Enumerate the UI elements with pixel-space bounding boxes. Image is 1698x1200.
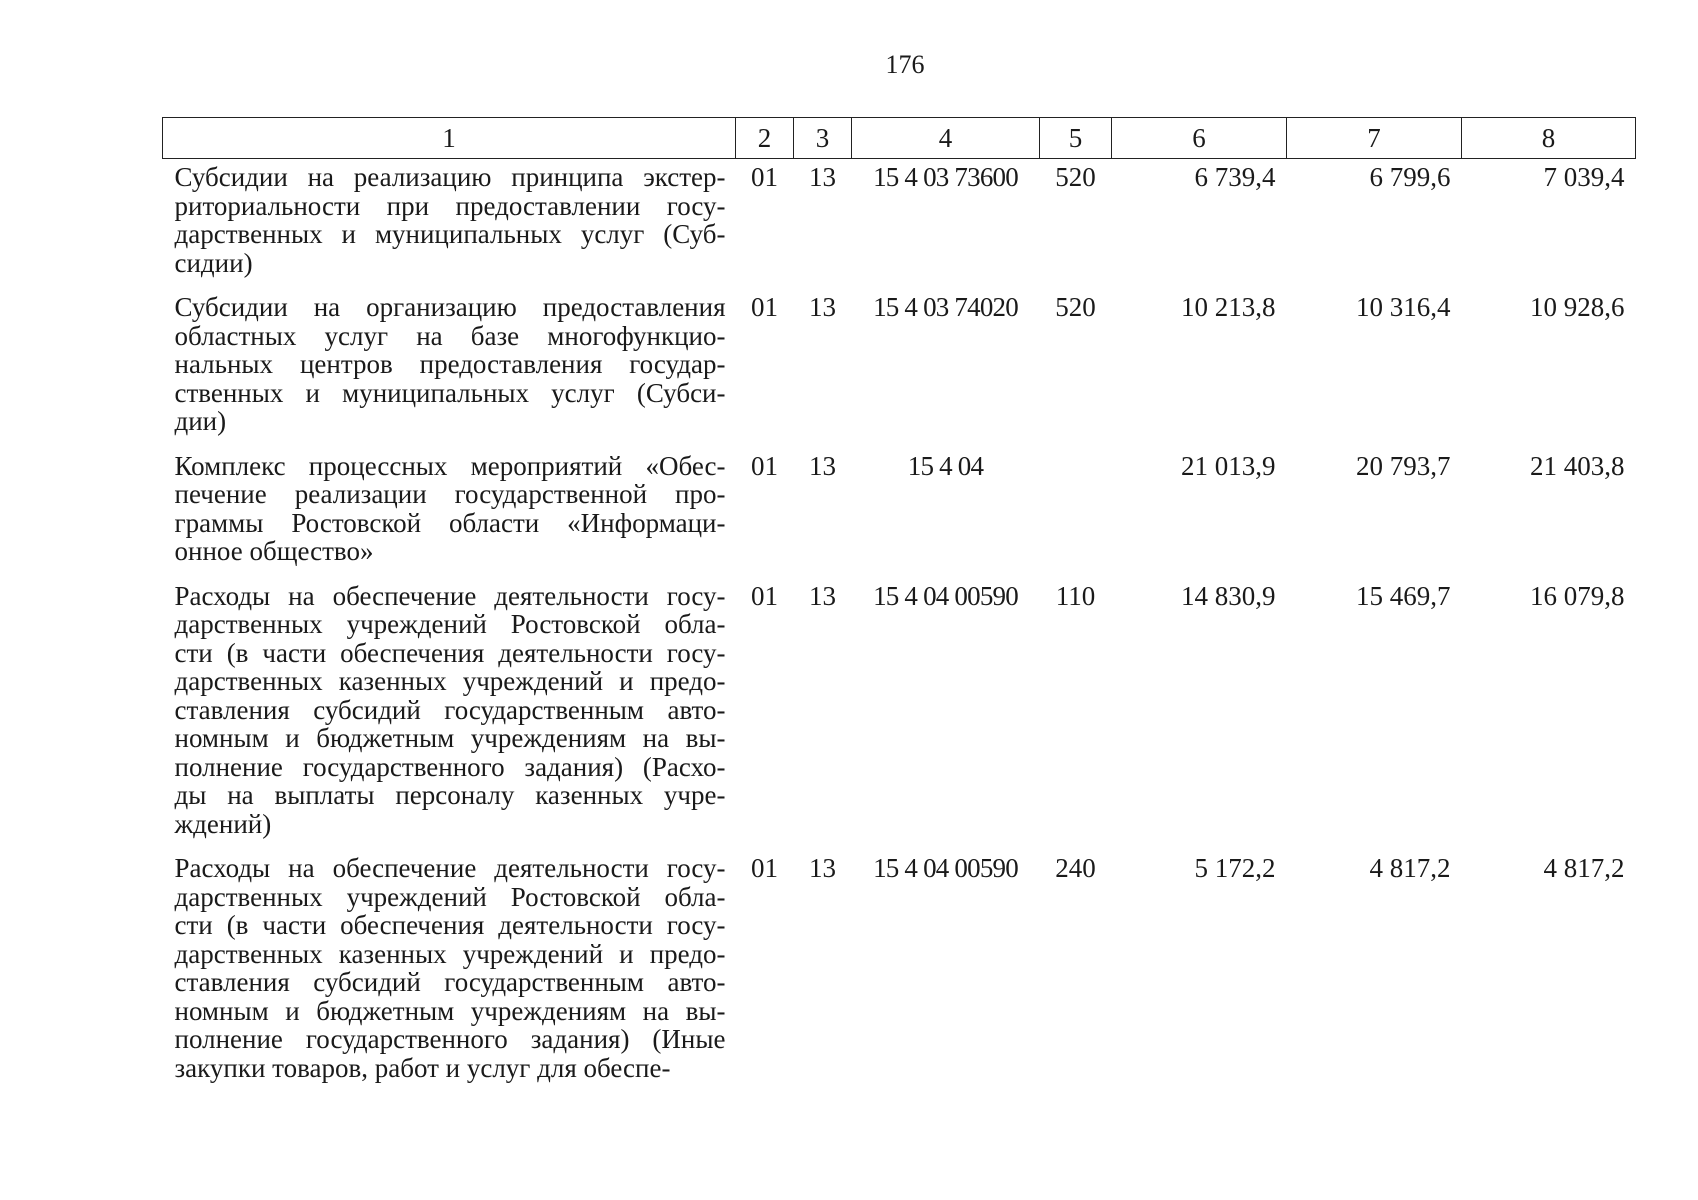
row-target-article: 15 4 03 73600: [873, 162, 1018, 192]
description-line: сти (в части обеспечения деятельности госу-: [174, 637, 726, 668]
header-row: [163, 118, 1636, 159]
description-line: сидии): [174, 247, 253, 278]
row-amount-year-1: 5 172,2: [1194, 853, 1276, 883]
row-target-article: 15 4 04 00590: [873, 580, 1018, 611]
row-target-article: 15 4 04 00590: [873, 853, 1018, 883]
row-section: 01: [751, 853, 778, 883]
description-line: Расходы на обеспечение деятельности госу-: [174, 853, 726, 883]
row-amount-year-2: 15 469,7: [1356, 580, 1451, 611]
row-expense-type: 520: [1055, 162, 1096, 192]
description-line: ставления субсидий государственным авто-: [174, 967, 726, 997]
description-line: риториальности при предоставлении госу-: [174, 190, 726, 221]
row-amount-year-1: 6 739,4: [1194, 162, 1276, 192]
description-line: ственных и муниципальных услуг (Субси-: [174, 377, 726, 408]
description-line: ставления субсидий государственным авто-: [174, 694, 726, 725]
row-target-article: 15 4 03 74020: [873, 292, 1018, 322]
header-col-5: 5: [1040, 118, 1112, 159]
description-line: полнение государственного задания) (Иные: [174, 1024, 726, 1054]
row-subsection: 13: [809, 853, 836, 883]
header-col-8: 8: [1462, 118, 1636, 159]
row-subsection: 13: [809, 162, 836, 192]
row-section: 01: [751, 580, 778, 611]
description-line: дарственных казенных учреждений и предо-: [174, 938, 726, 969]
row-amount-year-1: 14 830,9: [1181, 580, 1276, 611]
budget-table: [162, 117, 1636, 1094]
header-col-3: 3: [794, 118, 852, 159]
description-line: Комплекс процессных мероприятий «Обес-: [174, 450, 726, 481]
row-amount-year-1: 21 013,9: [1181, 450, 1276, 481]
row-description: [163, 850, 736, 1094]
row-amount-year-3: 16 079,8: [1530, 580, 1625, 611]
table-row: [163, 159, 1636, 290]
header-col-6: 6: [1112, 118, 1287, 159]
table-row: [163, 578, 1636, 851]
row-expense-type: 520: [1055, 292, 1096, 322]
description-line: дии): [174, 406, 227, 436]
row-amount-year-2: 6 799,6: [1369, 162, 1451, 192]
description-line: дарственных казенных учреждений и предо-: [174, 666, 726, 696]
description-line: Расходы на обеспечение деятельности госу-: [174, 580, 726, 611]
row-expense-type: [1040, 448, 1112, 578]
description-line: онное общество»: [174, 536, 374, 566]
row-amount-year-2: 20 793,7: [1356, 450, 1451, 481]
description-line: нальных центров предоставления государ-: [174, 349, 726, 379]
header-col-4: 4: [852, 118, 1040, 159]
page-number: 176: [885, 50, 925, 79]
description-line: граммы Ростовской области «Информаци-: [174, 507, 726, 538]
table-body: [163, 159, 1636, 1095]
header-col-7: 7: [1287, 118, 1462, 159]
row-description: [163, 448, 736, 578]
description-line: сти (в части обеспечения деятельности госу-: [174, 910, 726, 940]
row-amount-year-3: 10 928,6: [1530, 292, 1625, 322]
table-header: [163, 118, 1636, 159]
description-line: областных услуг на базе многофункцио-: [174, 320, 726, 351]
header-col-1: 1: [163, 118, 736, 159]
description-line: номным и бюджетным учреждениям на вы-: [174, 995, 726, 1026]
description-line: полнение государственного задания) (Расхо-: [174, 751, 726, 782]
table-row: [163, 850, 1636, 1094]
description-line: Субсидии на реализацию принципа экстер-: [174, 162, 726, 192]
description-line: ждений): [174, 808, 272, 839]
row-amount-year-3: 21 403,8: [1530, 450, 1625, 481]
description-line: Субсидии на организацию предоставления: [174, 292, 726, 322]
header-col-2: 2: [736, 118, 794, 159]
row-amount-year-3: 4 817,2: [1543, 853, 1625, 883]
row-subsection: 13: [809, 450, 836, 481]
row-amount-year-2: 10 316,4: [1356, 292, 1451, 322]
description-line: ды на выплаты персоналу казенных учре-: [174, 780, 726, 810]
description-line: печение реализации государственной про-: [174, 479, 726, 509]
row-description: [163, 578, 736, 851]
description-line: закупки товаров, работ и услуг для обеспе-: [174, 1052, 671, 1083]
row-description: [163, 289, 736, 448]
row-expense-type: 110: [1055, 580, 1096, 611]
row-amount-year-2: 4 817,2: [1369, 853, 1451, 883]
row-section: 01: [751, 450, 778, 481]
row-subsection: 13: [809, 580, 836, 611]
row-description: [163, 159, 736, 290]
table-row: [163, 289, 1636, 448]
row-subsection: 13: [809, 292, 836, 322]
row-amount-year-3: 7 039,4: [1543, 162, 1625, 192]
row-target-article: 15 4 04: [907, 450, 984, 481]
description-line: дарственных учреждений Ростовской обла-: [174, 609, 726, 639]
description-line: дарственных и муниципальных услуг (Суб-: [174, 219, 726, 249]
description-line: номным и бюджетным учреждениям на вы-: [174, 723, 726, 753]
row-section: 01: [751, 162, 778, 192]
row-amount-year-1: 10 213,8: [1181, 292, 1276, 322]
row-expense-type: 240: [1055, 853, 1096, 883]
table-row: [163, 448, 1636, 578]
row-section: 01: [751, 292, 778, 322]
description-line: дарственных учреждений Ростовской обла-: [174, 881, 726, 912]
